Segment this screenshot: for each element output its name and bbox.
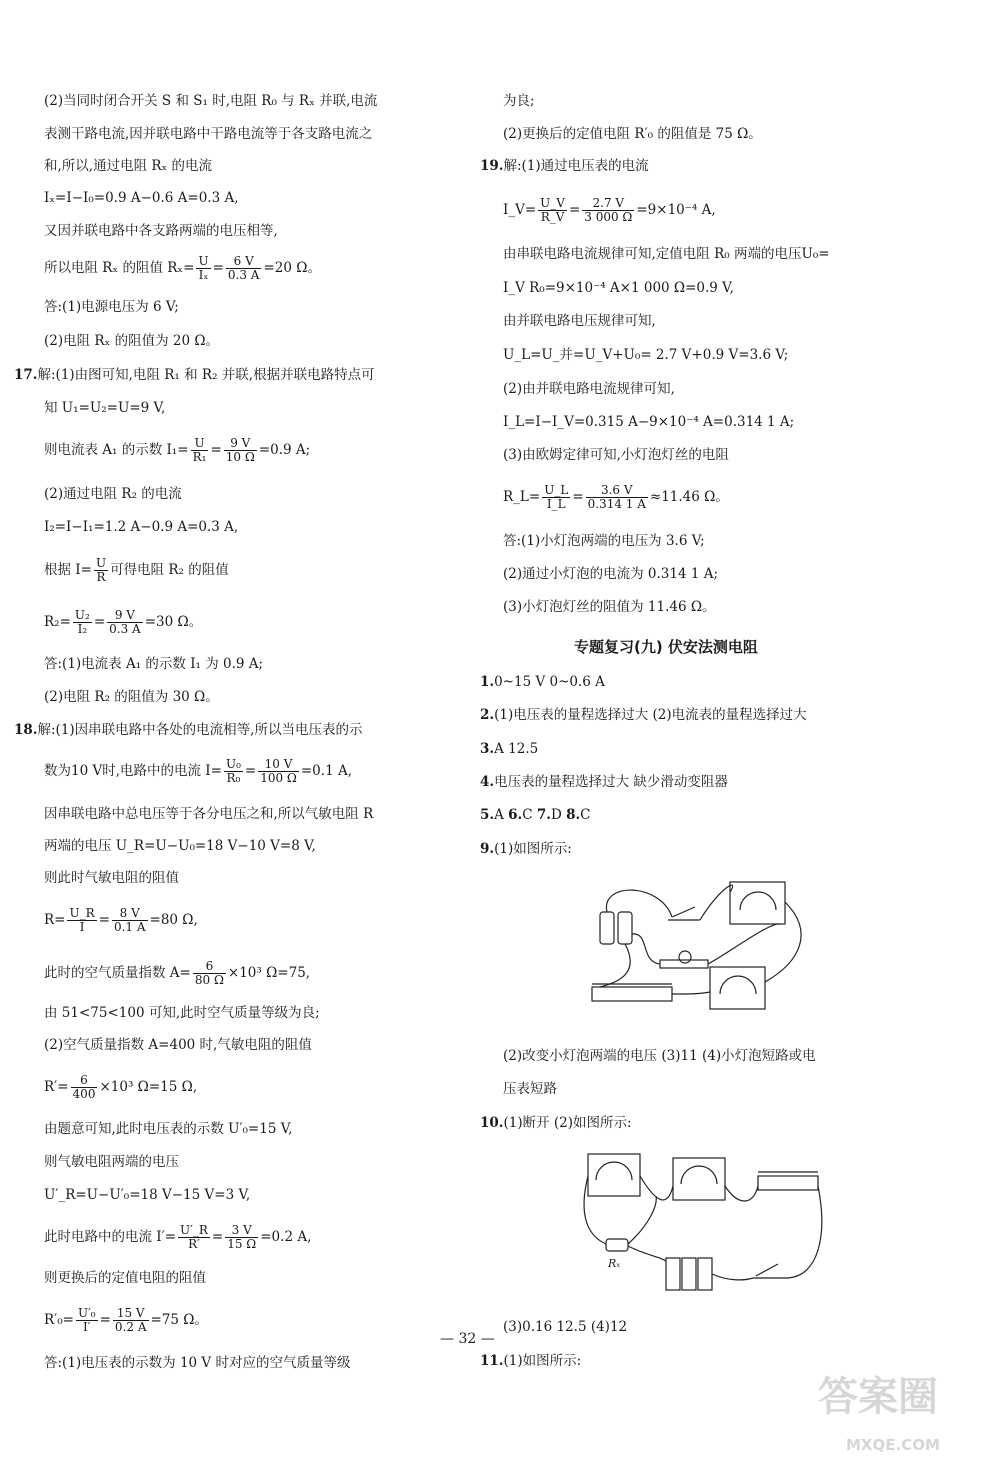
numerator: 3 V <box>225 1224 258 1238</box>
text-line: 答:(1)电压表的示数为 10 V 时对应的空气质量等级 <box>44 1355 351 1371</box>
denominator: Iₓ <box>198 268 209 282</box>
formula-text: R₂= <box>44 614 71 630</box>
formula-text: ×10³ Ω=15 Ω, <box>99 1079 198 1095</box>
denominator: 100 Ω <box>260 771 297 785</box>
answer-text: A <box>494 807 509 823</box>
text-line: (3)由欧姆定律可知,小灯泡灯丝的电阻 <box>503 447 729 463</box>
answer-text: 0~15 V 0~0.6 A <box>494 674 605 690</box>
formula-text: = <box>93 614 106 630</box>
answer-number: 9. <box>480 841 495 857</box>
text-line: I₂=I−I₁=1.2 A−0.9 A=0.3 A, <box>44 519 239 535</box>
denominator: 10 Ω <box>225 450 255 464</box>
formula-text: ≈11.46 Ω。 <box>649 489 729 505</box>
text-line: 答:(1)电源电压为 6 V; <box>44 299 179 315</box>
answer-4 <box>480 773 728 791</box>
text-line: (2)电阻 Rₓ 的阻值为 20 Ω。 <box>44 333 220 349</box>
lamp-icon <box>679 951 691 963</box>
denominator: R <box>96 570 106 584</box>
fraction <box>582 197 634 224</box>
formula-text: R′₀= <box>44 1312 74 1328</box>
denominator: 0.1 A <box>113 920 146 934</box>
denominator: R_V <box>540 210 565 224</box>
question-17 <box>14 366 375 384</box>
text-line: 答:(1)小灯泡两端的电压为 3.6 V; <box>503 533 705 549</box>
formula-text: 数为10 V时,电路中的电流 I= <box>44 763 222 779</box>
fraction <box>113 1307 149 1334</box>
fraction <box>258 758 299 785</box>
denominator: 15 Ω <box>227 1237 257 1251</box>
question-18 <box>14 721 362 739</box>
question-number: 18. <box>14 722 38 738</box>
denominator: 0.3 A <box>109 622 141 636</box>
formula-text: = <box>211 1229 224 1245</box>
fraction <box>224 758 243 785</box>
formula-text: 可得电阻 R₂ 的阻值 <box>110 562 229 578</box>
formula-line <box>44 960 310 987</box>
text-line: (2)由并联电路电流规律可知, <box>503 381 675 397</box>
text-line: 两端的电压 U_R=U−U₀=18 V−10 V=8 V, <box>44 838 316 854</box>
answer-number: 8. <box>566 807 581 823</box>
numerator: U_V <box>540 196 565 210</box>
battery-icon <box>666 1258 680 1290</box>
formula-text: 此时电路中的电流 I′= <box>44 1229 177 1245</box>
text-line: 则更换后的定值电阻的阻值 <box>44 1270 206 1286</box>
denominator: R′ <box>188 1237 200 1251</box>
numerator: U <box>95 556 107 570</box>
text-line: (2)空气质量指数 A=400 时,气敏电阻的阻值 <box>44 1037 312 1053</box>
text-line: U′_R=U−U′₀=18 V−15 V=3 V, <box>44 1187 251 1203</box>
formula-text: R′= <box>44 1079 69 1095</box>
denominator: 0.3 A <box>227 268 260 282</box>
denominator: I <box>79 920 85 934</box>
formula-line <box>503 484 729 511</box>
text-line: 表测干路电流,因并联电路中干路电流等于各支路电流之 <box>44 126 373 142</box>
answer-number: 1. <box>480 674 495 690</box>
numerator: 6 <box>71 1074 98 1088</box>
denominator: 0.2 A <box>114 1320 147 1334</box>
text-line: (2)当同时闭合开关 S 和 S₁ 时,电阻 R₀ 与 Rₓ 并联,电流 <box>44 93 378 109</box>
numerator: U <box>191 437 209 451</box>
text-line: 由 51<75<100 可知,此时空气质量等级为良; <box>44 1005 320 1021</box>
fraction <box>191 437 209 464</box>
numerator: U′_R <box>180 1223 208 1237</box>
denominator: R₀ <box>226 771 241 785</box>
battery-icon <box>682 1258 696 1290</box>
fraction <box>76 1307 98 1334</box>
answer-number: 4. <box>480 774 495 790</box>
switch-icon <box>753 1264 788 1278</box>
text-line: I_L=I−I_V=0.315 A−9×10⁻⁴ A=0.314 1 A; <box>503 414 795 430</box>
formula-text: = <box>99 1312 111 1328</box>
formula-text: 此时的空气质量指数 A= <box>44 965 191 981</box>
formula-line <box>44 609 202 636</box>
numerator: U₂ <box>74 608 90 622</box>
formula-line <box>44 557 229 584</box>
rheostat-icon <box>592 987 672 1001</box>
answer-11 <box>480 1352 581 1370</box>
fraction <box>178 1224 210 1251</box>
answer-text: C <box>580 807 591 823</box>
formula-line <box>44 1224 311 1251</box>
section-title: 专题复习(九) 伏安法测电阻 <box>574 638 758 656</box>
answer-9 <box>480 840 572 858</box>
battery-icon <box>618 912 632 944</box>
answer-number: 6. <box>508 807 523 823</box>
battery-icon <box>698 1258 712 1290</box>
fraction <box>94 557 108 584</box>
text-line: (2)更换后的定值电阻 R′₀ 的阻值是 75 Ω。 <box>503 126 762 142</box>
circuit-diagram-9 <box>580 872 825 1020</box>
fraction <box>224 437 257 464</box>
circuit-diagram-10 <box>578 1146 828 1296</box>
formula-text: = <box>98 912 110 928</box>
answer-text: A 12.5 <box>494 741 539 757</box>
formula-line <box>44 1074 197 1101</box>
numerator: 10 V <box>258 758 299 772</box>
question-19 <box>480 157 649 175</box>
answer-3 <box>480 740 538 758</box>
answer-text: (1)电压表的量程选择过大 (2)电流表的量程选择过大 <box>494 707 807 723</box>
formula-text: 根据 I= <box>44 562 92 578</box>
text-line: (2)改变小灯泡两端的电压 (3)11 (4)小灯泡短路或电 <box>503 1048 816 1064</box>
answer-10 <box>480 1114 632 1132</box>
fraction <box>542 484 570 511</box>
text-line: 则此时气敏电阻的阻值 <box>44 870 179 886</box>
text-line: 知 U₁=U₂=U=9 V, <box>44 400 166 416</box>
fraction <box>67 907 96 934</box>
formula-text: = <box>244 763 257 779</box>
numerator: 9 V <box>224 437 257 451</box>
text-line: U_L=U_并=U_V+U₀= 2.7 V+0.9 V=3.6 V; <box>503 347 789 363</box>
answer-text: D <box>550 807 567 823</box>
formula-text: =9×10⁻⁴ A, <box>636 202 716 218</box>
answer-5-8 <box>480 806 591 824</box>
text-line: 由串联电路电流规律可知,定值电阻 R₀ 两端的电压U₀= <box>503 246 830 262</box>
answer-number: 2. <box>480 707 495 723</box>
answer-text: (1)如图所示: <box>503 1353 582 1369</box>
text-line: (2)通过小灯泡的电流为 0.314 1 A; <box>503 566 719 582</box>
numerator: 6 V <box>226 255 262 269</box>
numerator: 2.7 V <box>582 197 634 211</box>
denominator: I₂ <box>77 622 88 636</box>
text-line: 压表短路 <box>503 1081 557 1097</box>
answer-1 <box>480 673 605 691</box>
answer-text: (1)断开 (2)如图所示: <box>503 1115 632 1131</box>
text-line: 由并联电路电压规律可知, <box>503 313 656 329</box>
formula-line <box>44 437 310 464</box>
fraction <box>586 484 648 511</box>
text-line: (2)通过电阻 R₂ 的电流 <box>44 486 182 502</box>
question-number: 17. <box>14 367 38 383</box>
fraction <box>538 197 567 224</box>
resistor-label: Rₓ <box>608 1257 621 1270</box>
numerator: U <box>198 254 209 268</box>
fraction <box>226 255 262 282</box>
denominator: 0.314 1 A <box>587 497 646 511</box>
formula-line <box>44 907 198 934</box>
answer-text: (1)如图所示: <box>494 841 572 857</box>
rheostat-icon <box>758 1176 818 1190</box>
page-number: — 32 — <box>440 1331 495 1347</box>
formula-text: 则电流表 A₁ 的示数 I₁= <box>44 442 189 458</box>
formula-text: 所以电阻 Rₓ 的阻值 Rₓ= <box>44 260 195 276</box>
formula-text: ×10³ Ω=75, <box>227 965 311 981</box>
answer-text: 电压表的量程选择过大 缺少滑动变阻器 <box>494 774 728 790</box>
question-number: 19. <box>480 158 504 174</box>
formula-text: =0.1 A, <box>300 763 352 779</box>
voltmeter-icon <box>730 882 785 924</box>
fraction <box>107 609 143 636</box>
text-line: (2)电阻 R₂ 的阻值为 30 Ω。 <box>44 689 219 705</box>
text-line: 为良; <box>503 93 535 109</box>
formula-text: = <box>210 442 222 458</box>
formula-text: =20 Ω。 <box>263 260 321 276</box>
answer-number: 5. <box>480 807 495 823</box>
answer-number: 7. <box>536 807 551 823</box>
battery-icon <box>600 912 614 944</box>
question-text: 解:(1)因串联电路中各处的电流相等,所以当电压表的示 <box>37 722 363 738</box>
fraction <box>225 1224 258 1251</box>
denominator: I′ <box>83 1320 91 1334</box>
watermark-logo: 答案圈 <box>818 1374 938 1420</box>
fraction <box>196 255 210 282</box>
numerator: U_L <box>544 483 569 497</box>
text-line: 由题意可知,此时电压表的示数 U′₀=15 V, <box>44 1121 293 1137</box>
formula-text: =75 Ω。 <box>150 1312 208 1328</box>
formula-text: R= <box>44 912 66 928</box>
formula-text: =0.9 A; <box>258 442 311 458</box>
numerator: U₀ <box>225 757 241 771</box>
text-line: I_V R₀=9×10⁻⁴ A×1 000 Ω=0.9 V, <box>503 280 734 296</box>
formula-text: = <box>212 260 224 276</box>
voltmeter-icon <box>588 1154 640 1196</box>
numerator: 8 V <box>112 907 148 921</box>
formula-line <box>44 758 352 785</box>
text-line: (3)0.16 12.5 (4)12 <box>503 1319 628 1335</box>
text-line: (3)小灯泡灯丝的阻值为 11.46 Ω。 <box>503 599 716 615</box>
resistor-icon <box>606 1239 628 1251</box>
numerator: U′₀ <box>77 1306 96 1320</box>
text-line: 又因并联电路中各支路两端的电压相等, <box>44 223 278 239</box>
text-line: 答:(1)电流表 A₁ 的示数 I₁ 为 0.9 A; <box>44 656 264 672</box>
formula-text: I_V= <box>503 202 537 218</box>
formula-line <box>503 197 716 224</box>
text-line: 因串联电路中总电压等于各分电压之和,所以气敏电阻 R <box>44 806 374 822</box>
answer-number: 11. <box>480 1353 504 1369</box>
formula-text: R_L= <box>503 489 541 505</box>
formula-text: = <box>568 202 581 218</box>
formula-text: = <box>572 489 584 505</box>
ammeter-icon <box>710 967 765 1009</box>
fraction <box>73 609 92 636</box>
denominator: I_L <box>546 497 566 511</box>
answer-text: C <box>522 807 537 823</box>
denominator: 3 000 Ω <box>584 210 633 224</box>
formula-text: =80 Ω, <box>149 912 198 928</box>
fraction <box>71 1074 98 1101</box>
numerator: 9 V <box>107 609 143 623</box>
formula-line <box>44 255 321 282</box>
denominator: 80 Ω <box>194 973 224 987</box>
numerator: 3.6 V <box>586 484 648 498</box>
formula-line <box>44 1307 208 1334</box>
numerator: 6 <box>193 960 226 974</box>
text-line: 则气敏电阻两端的电压 <box>44 1154 179 1170</box>
formula-text: =30 Ω。 <box>144 614 203 630</box>
fraction <box>112 907 148 934</box>
switch-icon <box>668 907 700 920</box>
answer-number: 3. <box>480 741 495 757</box>
answer-2 <box>480 706 807 724</box>
formula-text: =0.2 A, <box>260 1229 312 1245</box>
text-line: Iₓ=I−I₀=0.9 A−0.6 A=0.3 A, <box>44 190 239 206</box>
denominator: 400 <box>72 1087 96 1101</box>
question-text: 解:(1)由图可知,电阻 R₁ 和 R₂ 并联,根据并联电路特点可 <box>37 367 375 383</box>
ammeter-icon <box>673 1158 725 1200</box>
text-line: 和,所以,通过电阻 Rₓ 的电流 <box>44 158 213 174</box>
fraction <box>193 960 226 987</box>
numerator: 15 V <box>113 1307 149 1321</box>
question-text: 解:(1)通过电压表的电流 <box>503 158 649 174</box>
denominator: R₁ <box>192 450 207 464</box>
watermark-url: MXQE.COM <box>846 1436 940 1454</box>
answer-number: 10. <box>480 1115 504 1131</box>
numerator: U_R <box>69 906 95 920</box>
